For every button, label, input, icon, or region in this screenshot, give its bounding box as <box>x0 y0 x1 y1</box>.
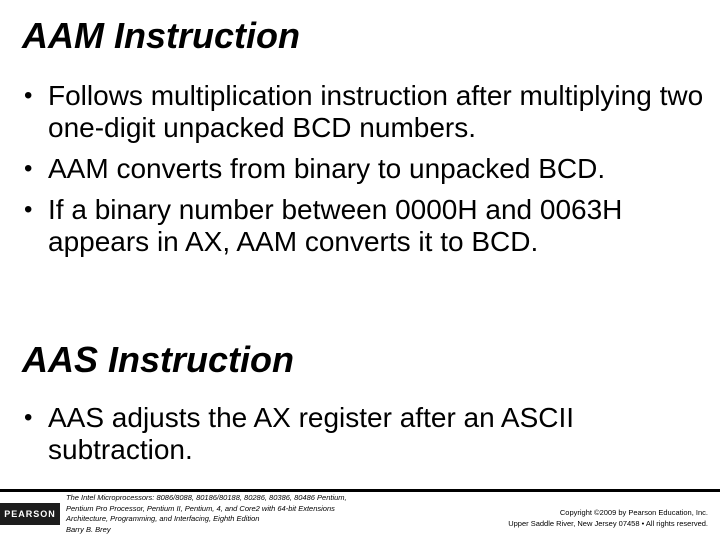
bullet-icon: • <box>24 196 33 223</box>
bullet-text: AAM converts from binary to unpacked BCD. <box>48 153 606 184</box>
pearson-logo: PEARSON <box>0 503 60 525</box>
section-title-aas: AAS Instruction <box>22 339 295 380</box>
list-item <box>22 402 712 466</box>
bullet-icon: • <box>24 82 33 109</box>
citation-author: Barry B. Brey <box>66 524 111 534</box>
bullet-text: AAS adjusts the AX register after an ASCII subtraction. <box>48 402 575 465</box>
citation-line: The Intel Microprocessors: 8086/8088, 80186/80188, 80286, 80386, 80486 Pentium, <box>66 493 347 502</box>
citation-line: Architecture, Programming, and Interfacing, Eighth Edition <box>66 514 260 523</box>
aam-bullet-list <box>22 80 712 267</box>
citation-line: Pentium Pro Processor, Pentium II, Pentium, 4, and Core2 with 64-bit Extensions <box>66 503 335 513</box>
book-citation <box>66 493 396 535</box>
footer-divider <box>0 489 720 492</box>
list-item <box>22 80 712 144</box>
copyright-line: Upper Saddle River, New Jersey 07458 • All rights reserved. <box>508 519 708 528</box>
section-title-aam: AAM Instruction <box>22 15 300 56</box>
bullet-text: If a binary number between 0000H and 0063H appears in AX, AAM converts it to BCD. <box>48 194 623 257</box>
list-item <box>22 194 712 258</box>
copyright-notice <box>448 507 708 529</box>
list-item <box>22 153 712 185</box>
copyright-line: Copyright ©2009 by Pearson Education, Inc. <box>559 508 708 517</box>
bullet-text: Follows multiplication instruction after multiplying two one-digit unpacked BCD numbers. <box>48 80 704 143</box>
bullet-icon: • <box>24 155 33 182</box>
aas-bullet-list <box>22 402 712 475</box>
bullet-icon: • <box>24 404 33 431</box>
